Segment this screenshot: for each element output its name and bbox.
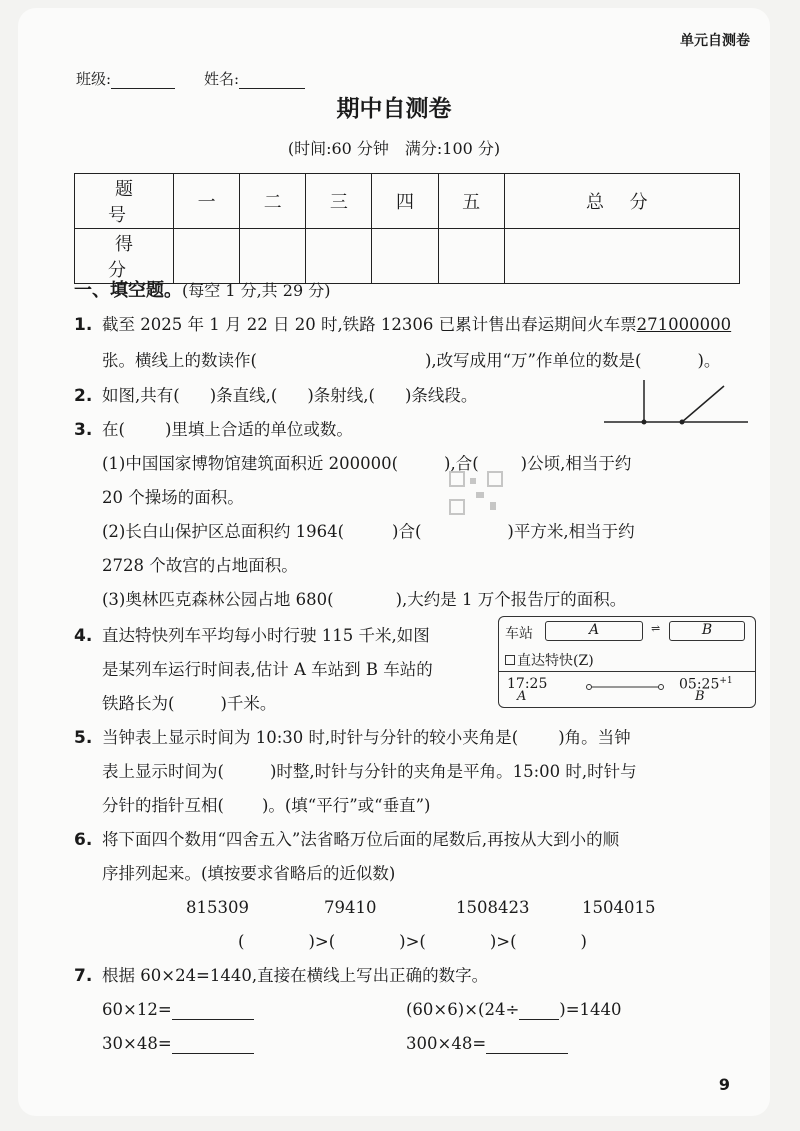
q2-line [102,387,477,406]
q7-blank-2[interactable] [519,1001,559,1020]
figure-point [642,420,647,425]
q1-text: 张。横线上的数读作( [102,351,257,370]
score-table [74,173,740,284]
q7-equation-3 [102,1035,254,1054]
section-1-title: 一、填空题。 [74,280,182,301]
timetable-station-b: B [669,621,745,641]
name-field[interactable] [204,68,305,89]
question-number: 5. [74,728,93,748]
class-field[interactable] [76,68,175,89]
score-header-cell: 二 [240,174,306,229]
q7-text: )=1440 [559,1000,622,1020]
q3-text: ),合( [444,454,479,473]
q1-text: 截至 2025 年 1 月 22 日 20 时,铁路 12306 已累计售出春运期间火车票 [102,315,637,334]
question-number: 6. [74,830,93,850]
q2-text: )条线段。 [404,386,478,405]
exam-page [18,8,770,1116]
score-cell[interactable] [504,229,739,284]
q7-text: 30×48= [102,1034,172,1054]
q1-text: ),改写成用“万”作单位的数是( [424,351,642,370]
arrive-time-text: 05:25 [679,676,720,693]
score-header-cell: 题 号 [75,174,174,229]
timetable-from: A [517,689,527,704]
q5-text: 表上显示时间为( [102,762,224,781]
q5-text: 分针的指针互相( [102,796,224,815]
q6-line-2: 序排列起来。(填按要求省略后的近似数) [102,864,396,883]
qr-code-watermark [446,468,506,518]
q2-text: )条射线,( [307,386,375,405]
q3-text: 在( [102,420,125,439]
q1-line-2 [102,352,720,371]
q7-blank-1[interactable] [172,1001,254,1020]
q6-gt: )>( [308,932,336,951]
q3-intro [102,421,353,440]
q5-line-3 [102,797,431,816]
q6-paren: ( [238,932,245,951]
q4-line-3 [102,695,276,714]
timetable-arrive-time [679,676,733,693]
q6-number: 815309 [186,898,249,917]
q7-equation-1 [102,1001,254,1020]
q3-text: (1)中国国家博物馆建筑面积近 200000( [102,454,399,473]
q6-order-row [238,933,587,952]
q4-text: 铁路长为( [102,694,175,713]
next-day-mark: +1 [719,676,733,686]
q3-text: )公顷,相当于约 [520,454,632,473]
q3-text: )合( [392,522,422,541]
q7-text: 300×48= [406,1034,487,1054]
q7-blank-3[interactable] [172,1035,254,1054]
score-cell[interactable] [372,229,438,284]
q2-lines-figure [602,378,752,434]
q3-part-2 [102,523,635,542]
q2-text: 如图,共有( [102,386,180,405]
q3-part-1 [102,455,631,474]
q7-text: 60×12= [102,1000,172,1020]
q3-part-2-cont: 2728 个故宫的占地面积。 [102,556,298,575]
q7-equation-4 [406,1035,568,1054]
q3-part-1-cont: 20 个操场的面积。 [102,488,244,507]
q3-part-3 [102,591,626,610]
question-number: 1. [74,315,93,335]
q3-text: (3)奥林匹克森林公园占地 680( [102,590,334,609]
q3-text: ),大约是 1 万个报告厅的面积。 [395,590,627,609]
q4-text: )千米。 [220,694,277,713]
q2-text: )条直线,( [209,386,278,405]
page-subtitle: (时间:60 分钟 满分:100 分) [287,139,501,158]
score-header-cell: 一 [174,174,240,229]
score-header-cell: 五 [438,174,504,229]
timetable-to: B [695,689,705,704]
q6-number: 79410 [324,898,377,917]
score-cell[interactable] [438,229,504,284]
train-timetable [498,616,756,708]
score-header-cell: 四 [372,174,438,229]
q5-text: )角。当钟 [558,728,631,747]
figure-slanted-ray [682,386,724,422]
q4-line-1: 直达特快列车平均每小时行驶 115 千米,如图 [102,626,430,645]
score-row-label: 得 分 [75,229,174,284]
q6-paren: ) [580,932,587,951]
q7-equation-2 [406,1001,622,1020]
class-blank[interactable] [111,72,175,89]
page-number: 9 [718,1075,730,1094]
unit-tag: 单元自测卷 [680,33,750,49]
q1-text: )。 [697,351,721,370]
q3-text: )里填上合适的单位或数。 [164,420,353,439]
q6-gt: )>( [399,932,426,951]
name-label: 姓名: [204,70,240,88]
q7-instruction: 根据 60×24=1440,直接在横线上写出正确的数字。 [102,966,489,985]
timetable-depart-time: 17:25 [507,676,548,692]
name-blank[interactable] [239,72,305,89]
swap-icon: ⇌ [651,622,661,635]
q3-text: (2)长白山保护区总面积约 1964( [102,522,345,541]
question-number: 3. [74,420,93,440]
q5-text: )。(填“平行”或“垂直”) [261,796,431,815]
checkbox-icon [505,655,515,665]
question-number: 2. [74,386,93,406]
timetable-train-type: 直达特快(Z) [517,653,594,669]
q6-number: 1508423 [456,898,530,917]
q5-line-1 [102,729,631,748]
q5-line-2 [102,763,637,782]
class-label: 班级: [76,70,112,88]
figure-point [680,420,685,425]
timetable-route-line [585,683,665,691]
q6-number: 1504015 [582,898,656,917]
score-header-cell: 三 [306,174,372,229]
timetable-divider [499,671,755,672]
q4-line-2: 是某列车运行时间表,估计 A 车站到 B 车站的 [102,660,433,679]
score-header-row [75,174,740,229]
q6-line-1: 将下面四个数用“四舍五入”法省略万位后面的尾数后,再按从大到小的顺 [102,830,620,849]
question-number: 7. [74,966,93,986]
q5-text: 当钟表上显示时间为 10:30 时,时针与分针的较小夹角是( [102,728,519,747]
timetable-station-a: A [545,621,643,641]
q1-underlined-number: 271000000 [636,315,732,334]
section-1-points: (每空 1 分,共 29 分) [182,281,331,300]
question-number: 4. [74,626,93,646]
q3-text: )平方米,相当于约 [507,522,635,541]
q1-line-1 [102,316,731,335]
q5-text: )时整,时针与分针的夹角是平角。15:00 时,时针与 [269,762,637,781]
q7-blank-4[interactable] [486,1035,568,1054]
timetable-station-label: 车站 [505,626,533,642]
q6-gt: )>( [489,932,517,951]
page-title: 期中自测卷 [336,96,452,122]
score-header-cell: 总 分 [504,174,739,229]
section-1-heading [74,276,330,302]
q7-text: (60×6)×(24÷ [406,1000,520,1020]
